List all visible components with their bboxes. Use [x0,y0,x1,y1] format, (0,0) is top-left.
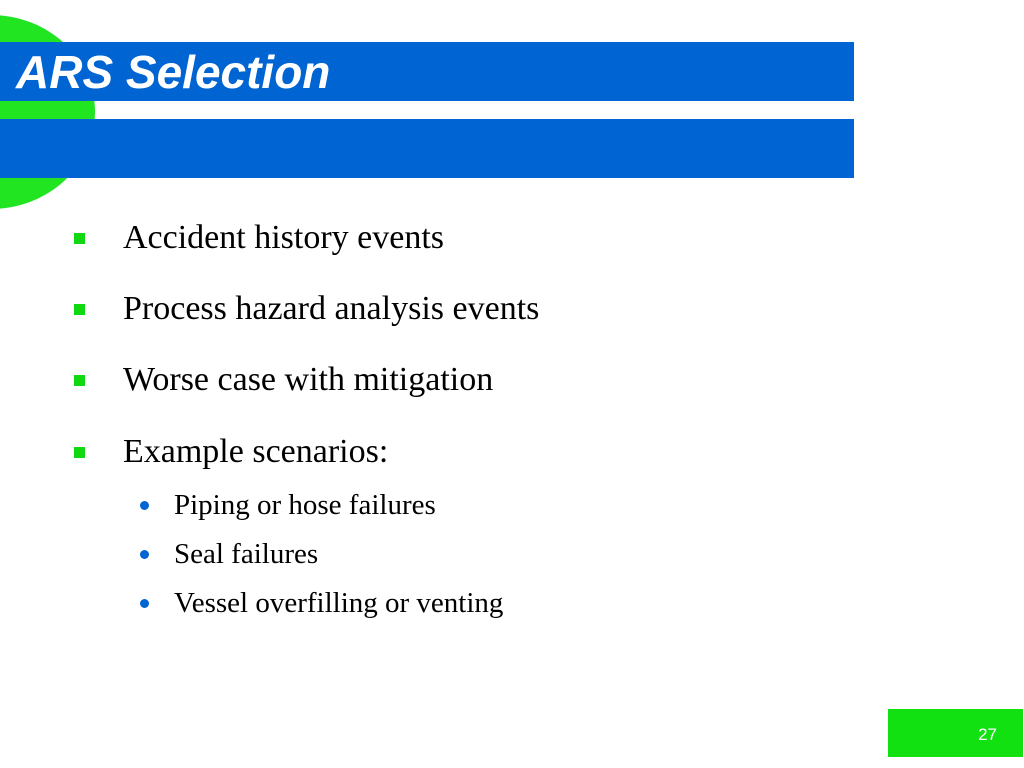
bullet-text: Worse case with mitigation [123,361,494,398]
square-bullet-icon [74,447,85,458]
round-bullet-icon [140,599,149,608]
square-bullet-icon [74,375,85,386]
square-bullet-icon [74,304,85,315]
bullet-text: Accident history events [123,219,445,256]
page-number-box [888,709,1023,757]
round-bullet-icon [140,550,149,559]
slide-title: ARS Selection [16,46,331,98]
square-bullet-icon [74,233,85,244]
bullet-text: Example scenarios: [123,433,389,470]
round-bullet-icon [140,501,149,510]
sub-bullet-text: Seal failures [174,538,319,570]
bullet-text: Process hazard analysis events [123,290,540,327]
page-number: 27 [978,725,997,744]
sub-bullet-text: Vessel overfilling or venting [174,587,504,619]
sub-bullet-text: Piping or hose failures [174,489,436,521]
